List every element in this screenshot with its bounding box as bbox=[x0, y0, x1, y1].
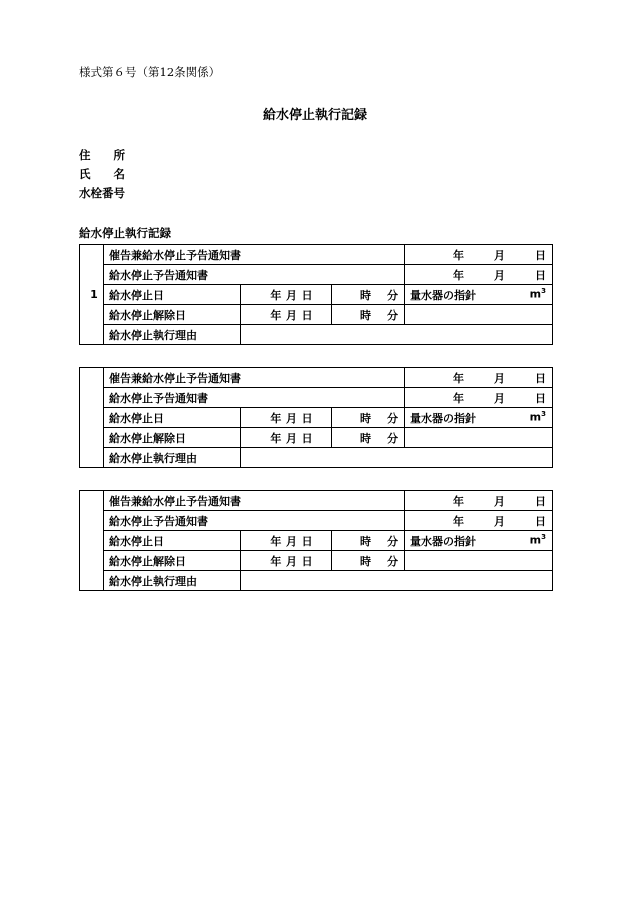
name-label: 氏 名 bbox=[79, 167, 125, 181]
notice-date[interactable]: 年 月 日 bbox=[405, 511, 553, 531]
release-time[interactable]: 時 分 bbox=[332, 551, 405, 571]
meter-reading[interactable]: 量水器の指針 $m^3$ bbox=[405, 285, 553, 305]
stop-date-label: 給水停止日 bbox=[104, 408, 241, 428]
empty-cell[interactable] bbox=[405, 428, 553, 448]
record-table-3 bbox=[79, 490, 553, 591]
notice-date[interactable]: 年 月 日 bbox=[405, 265, 553, 285]
reason-label: 給水停止執行理由 bbox=[104, 325, 241, 345]
stop-time[interactable]: 時 分 bbox=[332, 408, 405, 428]
empty-cell[interactable] bbox=[405, 551, 553, 571]
page-title: 給水停止執行記録 bbox=[262, 108, 367, 123]
reason-field[interactable] bbox=[241, 571, 553, 591]
record-number bbox=[80, 368, 104, 468]
reason-label: 給水停止執行理由 bbox=[104, 448, 241, 468]
notice-combined-date[interactable]: 年 月 日 bbox=[405, 368, 553, 388]
release-time[interactable]: 時 分 bbox=[332, 305, 405, 325]
stop-date[interactable]: 年 月 日 bbox=[241, 408, 332, 428]
address-label: 住 所 bbox=[79, 148, 125, 162]
release-date[interactable]: 年 月 日 bbox=[241, 305, 332, 325]
stop-date[interactable]: 年 月 日 bbox=[241, 285, 332, 305]
stop-time[interactable]: 時 分 bbox=[332, 285, 405, 305]
meter-reading[interactable]: 量水器の指針 $m^3$ bbox=[405, 531, 553, 551]
stop-date[interactable]: 年 月 日 bbox=[241, 531, 332, 551]
form-number: 様式第６号（第12条関係） bbox=[79, 65, 221, 79]
release-date-label: 給水停止解除日 bbox=[104, 428, 241, 448]
notice-label: 給水停止予告通知書 bbox=[104, 265, 405, 285]
stop-date-label: 給水停止日 bbox=[104, 531, 241, 551]
reason-field[interactable] bbox=[241, 448, 553, 468]
release-date[interactable]: 年 月 日 bbox=[241, 428, 332, 448]
reason-field[interactable] bbox=[241, 325, 553, 345]
release-date-label: 給水停止解除日 bbox=[104, 551, 241, 571]
stop-date-label: 給水停止日 bbox=[104, 285, 241, 305]
notice-combined-label: 催告兼給水停止予告通知書 bbox=[104, 368, 405, 388]
notice-combined-label: 催告兼給水停止予告通知書 bbox=[104, 245, 405, 265]
notice-date[interactable]: 年 月 日 bbox=[405, 388, 553, 408]
meter-reading[interactable]: 量水器の指針 $m^3$ bbox=[405, 408, 553, 428]
notice-combined-date[interactable]: 年 月 日 bbox=[405, 245, 553, 265]
release-date-label: 給水停止解除日 bbox=[104, 305, 241, 325]
reason-label: 給水停止執行理由 bbox=[104, 571, 241, 591]
empty-cell[interactable] bbox=[405, 305, 553, 325]
section-title: 給水停止執行記録 bbox=[79, 226, 171, 240]
record-table-2 bbox=[79, 367, 553, 468]
notice-label: 給水停止予告通知書 bbox=[104, 511, 405, 531]
record-number: 1 bbox=[80, 245, 104, 345]
notice-combined-date[interactable]: 年 月 日 bbox=[405, 491, 553, 511]
notice-combined-label: 催告兼給水停止予告通知書 bbox=[104, 491, 405, 511]
record-table-1 bbox=[79, 244, 553, 345]
tap-number-label: 水栓番号 bbox=[79, 186, 125, 200]
notice-label: 給水停止予告通知書 bbox=[104, 388, 405, 408]
release-date[interactable]: 年 月 日 bbox=[241, 551, 332, 571]
stop-time[interactable]: 時 分 bbox=[332, 531, 405, 551]
release-time[interactable]: 時 分 bbox=[332, 428, 405, 448]
record-number bbox=[80, 491, 104, 591]
